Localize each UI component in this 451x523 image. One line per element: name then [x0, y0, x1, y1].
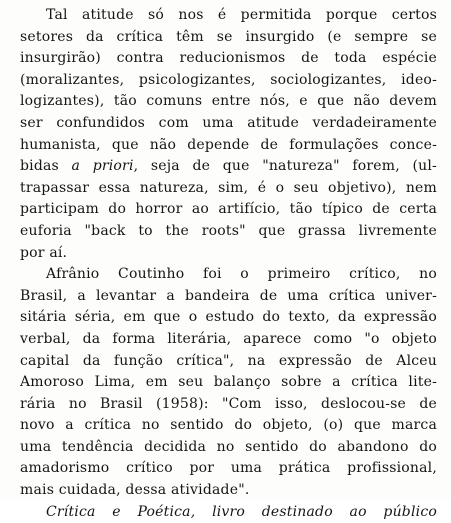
text-line	[20, 502, 437, 523]
text-line: Brasil, a levantar a bandeira de uma crítica univer-	[20, 287, 437, 304]
text-line: humanista, que não depende de formulações conce-	[20, 136, 437, 153]
text-line: rária no Brasil (1958): "Com isso, deslocou-se de	[20, 395, 437, 412]
text-line: amadorismo crítico por uma prática profissional,	[20, 460, 437, 477]
italic-text: Crítica e Poética, livro destinado ao público	[46, 503, 437, 520]
text-line: logizantes), tão comuns entre nós, e que não devem	[20, 93, 437, 110]
text-line: uma tendência decidida no sentido do abandono do	[20, 438, 437, 455]
text-line: Afrânio Coutinho foi o primeiro crítico, no	[46, 266, 437, 283]
text-line: capital da função crítica", na expressão de Alceu	[20, 352, 437, 369]
text-line: euforia "back to the roots" que grassa livremente	[20, 222, 437, 239]
text-line: trapassar essa natureza, sim, é o seu objetivo), nem	[20, 179, 437, 196]
text-line: ser confundidos com uma atitude verdadeiramente	[20, 114, 437, 131]
text-line: participam do horror ao artifício, tão típico de certa	[20, 201, 437, 218]
text-fragment: bidas	[20, 158, 72, 175]
text-line: Tal atitude só nos é permitida porque certos	[46, 7, 437, 23]
text-fragment: , seja de que "natureza" forem, (ul-	[133, 158, 437, 175]
text-line: novo a crítica no sentido do objeto, (o) que marca	[20, 417, 437, 434]
text-line: verbal, da forma literária, aparece como "o objeto	[20, 330, 437, 347]
text-line: sitária séria, em que o estudo do texto, da expressão	[20, 309, 437, 326]
italic-term: a priori	[71, 158, 134, 175]
text-line	[20, 156, 437, 178]
body-text	[20, 5, 437, 520]
text-line: Amoroso Lima, em seu balanço sobre a crítica lite-	[20, 374, 437, 391]
text-line: (moralizantes, psicologizantes, sociologizantes, ideo-	[20, 71, 437, 88]
paragraph-2	[20, 264, 437, 502]
text-line: setores da crítica têm se insurgido (e sempre se	[20, 28, 437, 45]
paragraph-3-cut	[20, 502, 437, 520]
text-line: insurgirão) contra reducionismos de toda espécie	[20, 50, 437, 67]
paragraph-1	[20, 5, 437, 264]
text-line: por aí.	[20, 244, 68, 261]
text-line: mais cuidada, dessa atividade".	[20, 482, 250, 499]
